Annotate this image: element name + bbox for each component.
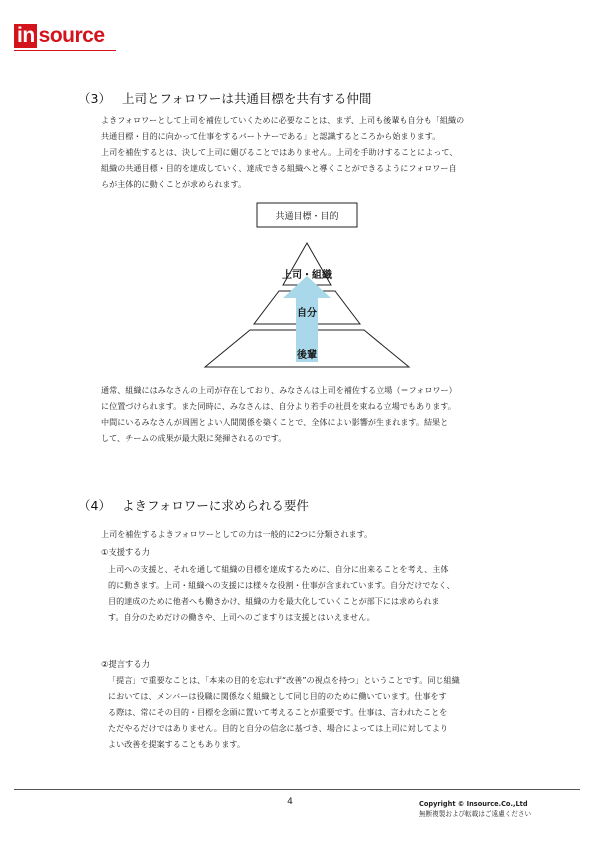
section-3-paragraph-1 [101,112,464,192]
text-line: る際は、常にその目的・目標を念頭に置いて考えることが重要です。仕事は、言われたことを [108,707,448,717]
section-3-paragraph-2 [101,382,457,446]
text-line: においては、メンバーは役職に関係なく組織として同じ目的のために働いています。仕事をす [108,691,447,701]
text-line: よい改善を提案することもあります。 [108,739,245,749]
text-line: して、チームの成果が最大限に発揮されるのです。 [101,433,287,443]
insource-logo [14,24,105,48]
support-ability-heading: ①支援する力 [101,547,150,557]
text-line: 中間にいるみなさんが周囲とよい人間関係を築くことで、全体によい影響が生まれます。結果と [101,417,449,427]
section-4-intro [101,526,372,542]
section-3-title: 上司とフォロワーは共通目標を共有する仲間 [122,91,372,106]
text-line: 的に動きます。上司・組織への支援には様々な役割・仕事が含まれています。自分だけでなく、 [108,580,455,590]
text-line: 「提言」で重要なことは、「本来の目的を忘れず“改善”の視点を持つ」ということです。同じ組織 [108,675,460,685]
text-line: 上司を補佐するとは、決して上司に媚びることではありません。上司を手助けすることによって、 [101,147,458,157]
follower-pyramid-diagram [201,202,413,372]
tier-label-top: 上司・組織 [282,270,332,281]
tier-label-bottom: 後輩 [297,350,317,361]
text-line: よきフォロワーとして上司を補佐していくために必要なことは、まず、上司も後輩も自分も「組織の [101,115,465,125]
text-line: らが主体的に動くことが求められます。 [101,179,247,189]
text-line: ただやるだけではありません。目的と自分の信念に基づき、場合によっては上司に対してより [108,723,449,733]
text-line: 組織の共通目標・目的を達成していく、達成できる組織へと導くことができるようにフォロワー自 [101,163,457,173]
page-number: 4 [287,797,293,807]
copyright-block [419,799,531,819]
section-4-heading [78,496,309,514]
text-line: 上司への支援と、それを通して組織の目標を達成するために、自分に出来ることを考え、主体 [108,564,449,574]
logo-underline [14,50,116,51]
text-line: 共通目標・目的に向かって仕事をするパートナーである」と認識するところから始まります。 [101,131,441,141]
section-4-number: （4） [78,498,111,513]
support-ability-body [108,561,455,625]
logo-in: in [14,24,37,48]
goal-label: 共通目標・目的 [275,212,339,222]
proposal-ability-body [108,672,460,752]
copyright-text: Copyright © Insource.Co.,Ltd [419,800,528,808]
text-line: 上司を補佐するよきフォロワーとしての力は一般的に2つに分類されます。 [101,529,373,539]
text-line: に位置づけられます。また同時に、みなさんは、自分より若手の社員を束ねる立場でもあります。 [101,401,456,411]
tier-label-middle: 自分 [297,308,317,319]
text-line: 通常、組織にはみなさんの上司が存在しており、みなさんは上司を補佐する立場（＝フォロワー） [101,385,457,395]
section-4-title: よきフォロワーに求められる要件 [122,498,309,513]
section-3-number: （3） [78,91,111,106]
reproduction-notice: 無断複製および転載はご遠慮ください [419,810,532,818]
text-line: 目的達成のために他者へも働きかけ、組織の力を最大化していくことが部下には求められま [108,596,440,606]
logo-source: source [38,24,105,47]
proposal-ability-heading: ②提言する力 [101,659,150,669]
footer-divider [14,789,580,790]
section-3-heading [78,89,371,107]
text-line: す。自分のためだけの働きや、上司へのごますりは支援とはいえません。 [108,612,375,622]
